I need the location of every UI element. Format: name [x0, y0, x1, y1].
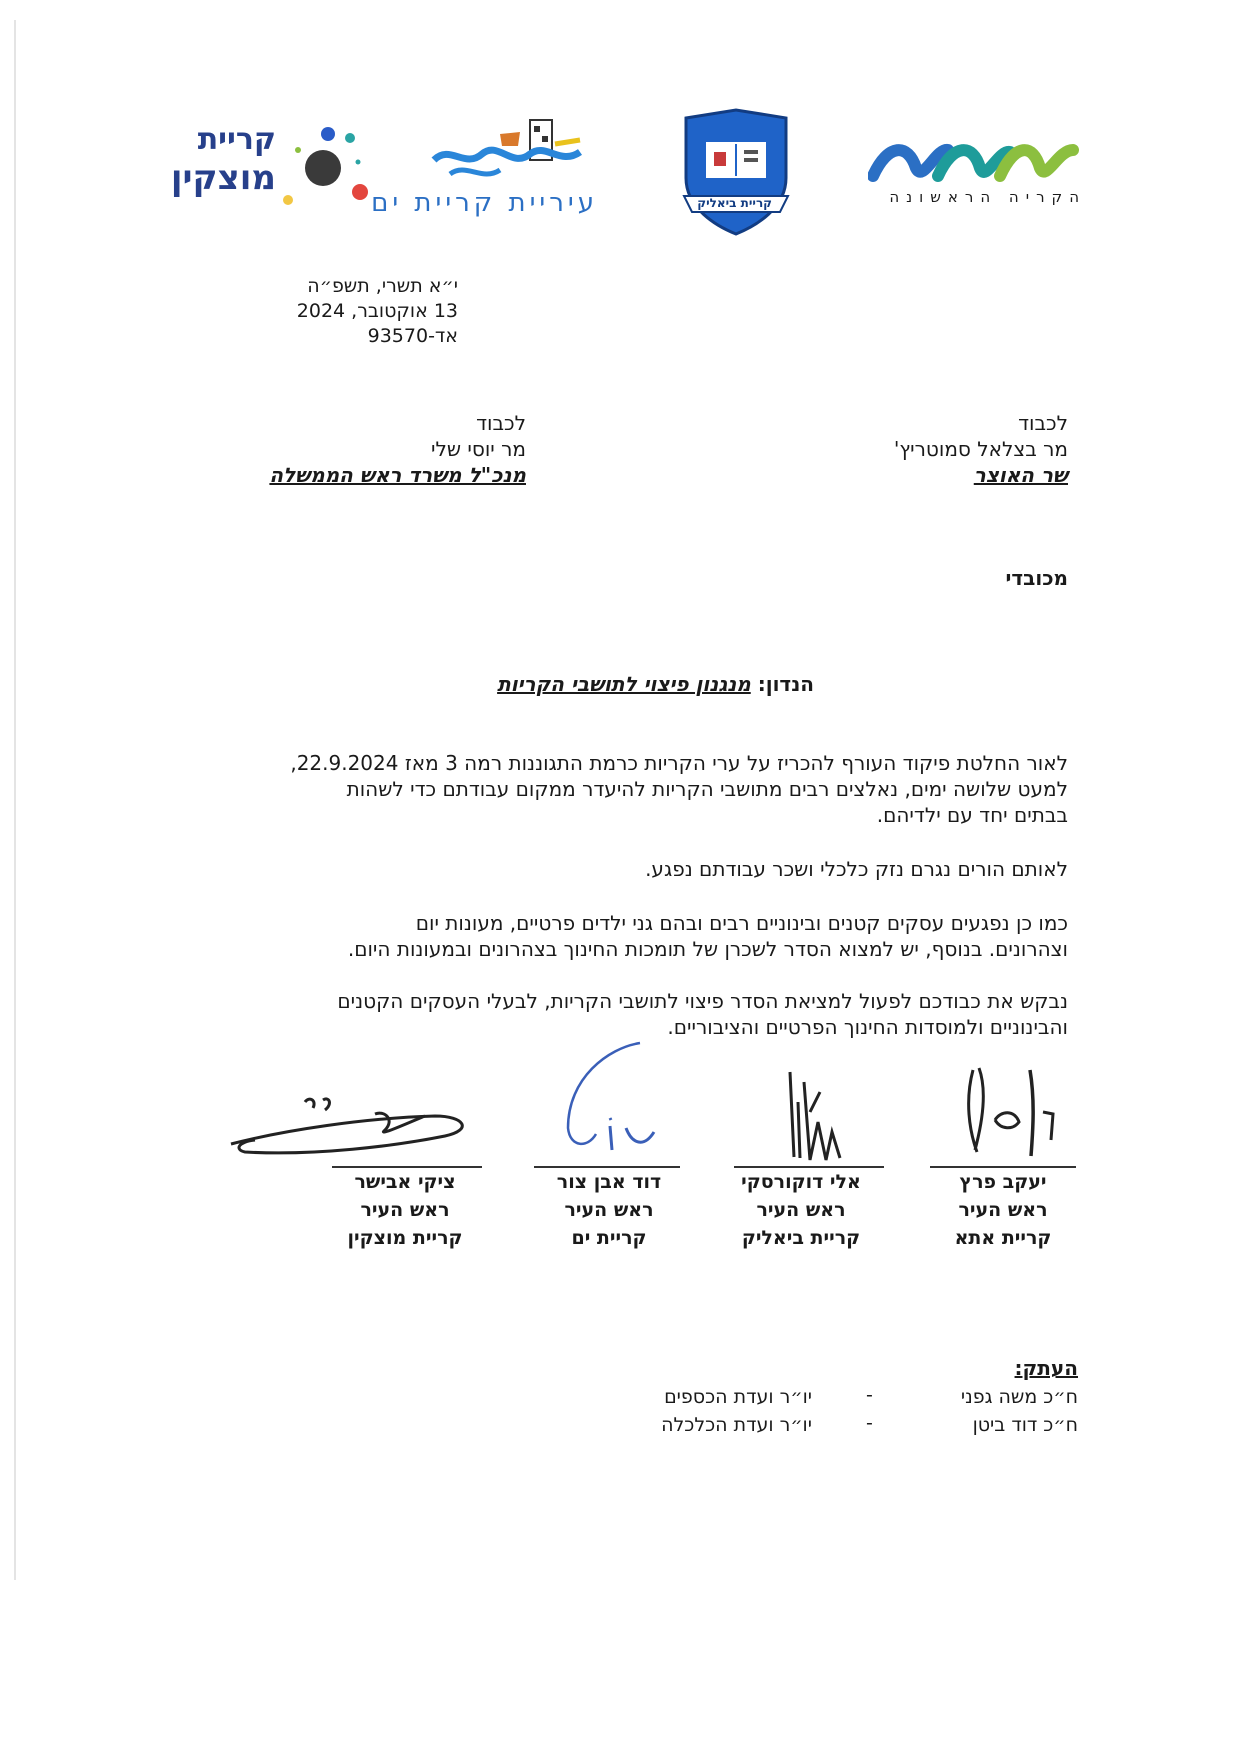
signature-mark-2	[770, 1062, 880, 1172]
recipient-2	[269, 410, 526, 488]
recipient-name: מר בצלאל סמוטריץ'	[893, 437, 1068, 461]
cc-name: ח״כ משה גפני	[960, 1386, 1078, 1408]
cc-dash: -	[866, 1384, 873, 1406]
paragraph-line: וצהרונים. בנוסף, יש למצוא הסדר לשכרן של תומכות החינוך בצהרונים ובמעונות היום.	[347, 937, 1068, 961]
paragraph-line: למעט שלושה ימים, נאלצים רבים מתושבי הקריות להיעדר ממקום עבודתם כדי לשהות	[346, 777, 1068, 801]
recipient-name: מר יוסי שלי	[431, 437, 526, 461]
recipient-honorific: לכבוד	[1018, 411, 1068, 435]
waves-icon	[430, 114, 620, 184]
kiryat-bialik-logo	[676, 108, 796, 238]
cc-role: יו״ר ועדת הכלכלה	[661, 1414, 812, 1436]
cc-dash: -	[866, 1412, 873, 1434]
paragraph-line: והבינוניים ולמוסדות החינוך הפרטיים והציבוריים.	[667, 1015, 1068, 1039]
signature-mark-4	[225, 1090, 485, 1170]
shield-icon	[676, 108, 796, 238]
signatory-role: ראש העיר	[756, 1199, 846, 1221]
reference-number: אד-93570	[367, 325, 458, 347]
gregorian-date: 13 אוקטובר, 2024	[296, 300, 458, 322]
signature-mark-1	[935, 1060, 1075, 1170]
greeting: מכובדי	[1005, 566, 1068, 590]
hakirya-harishona-text: הקריה הראשונה	[889, 188, 1086, 206]
subject-line	[497, 672, 814, 696]
cc-role: יו״ר ועדת הכספים	[664, 1386, 812, 1408]
recipient-title: מנכ"ל משרד ראש הממשלה	[269, 463, 526, 487]
kiryat-motzkin-logo	[168, 120, 368, 220]
paragraph-line: לאותם הורים נגרם נזק כלכלי ושכר עבודתם נפגע.	[645, 857, 1068, 881]
cc-title: העתק:	[1014, 1356, 1078, 1380]
signatory-role: ראש העיר	[958, 1199, 1048, 1221]
recipient-honorific: לכבוד	[476, 411, 526, 435]
paragraph-3	[188, 910, 1068, 962]
scan-edge	[14, 20, 16, 1580]
paragraph-2	[188, 856, 1068, 882]
signature-mark-3	[548, 1038, 678, 1168]
paragraph-line: נבקש את כבודכם לפעול למציאת הסדר פיצוי לתושבי הקריות, לבעלי העסקים הקטנים	[337, 989, 1068, 1013]
signatory-name: ציקי אבישר	[354, 1171, 456, 1193]
signatory-role: ראש העיר	[360, 1199, 450, 1221]
paragraph-line: לאור החלטת פיקוד העורף להכריז על ערי הקריות כרמת התגוננות רמה 3 מאז 22.9.2024,	[290, 751, 1068, 775]
cc-name: ח״כ דוד ביטן	[972, 1414, 1078, 1436]
signatory-3	[524, 1168, 694, 1252]
signatory-1	[918, 1168, 1088, 1252]
signatory-city: קריית ביאליק	[741, 1227, 861, 1249]
signatory-2	[716, 1168, 886, 1252]
signatory-city: קריית מוצקין	[347, 1227, 463, 1249]
signatory-4	[320, 1168, 490, 1252]
wave-mark-icon	[868, 138, 1088, 186]
paragraph-4	[188, 988, 1068, 1040]
signatory-city: קריית ים	[571, 1227, 647, 1249]
paragraph-line: כמו כן נפגעים עסקים קטנים ובינוניים רבים ובהם גני ילדים פרטיים, מעונות יום	[415, 911, 1068, 935]
signatory-name: דוד אבן צור	[556, 1171, 662, 1193]
kiryat-motzkin-text-bottom: מוצקין	[170, 158, 276, 198]
kiryat-yam-text: עיריית קריית ים	[371, 188, 598, 218]
recipient-1	[894, 410, 1068, 488]
paragraph-line: בבתים יחד עם ילדיהם.	[876, 803, 1068, 827]
hebrew-date: י״א תשרי, תשפ״ה	[307, 275, 458, 297]
subject-text: מנגנון פיצוי לתושבי הקריות	[497, 672, 751, 696]
kiryat-bialik-text: קריית ביאליק	[697, 196, 772, 210]
subject-label: הנדון:	[757, 672, 814, 696]
signatory-name: אלי דוקורסקי	[741, 1171, 861, 1193]
date-block	[297, 274, 458, 349]
signatory-name: יעקב פרץ	[959, 1171, 1047, 1193]
paragraph-1	[188, 750, 1068, 828]
recipient-title: שר האוצר	[973, 463, 1068, 487]
kiryat-yam-logo	[371, 114, 620, 224]
hakirya-harishona-logo	[868, 138, 1088, 210]
kiryat-motzkin-text-top: קריית	[197, 122, 276, 157]
signatory-role: ראש העיר	[564, 1199, 654, 1221]
signatory-city: קריית אתא	[954, 1227, 1052, 1249]
dots-icon	[278, 120, 368, 210]
